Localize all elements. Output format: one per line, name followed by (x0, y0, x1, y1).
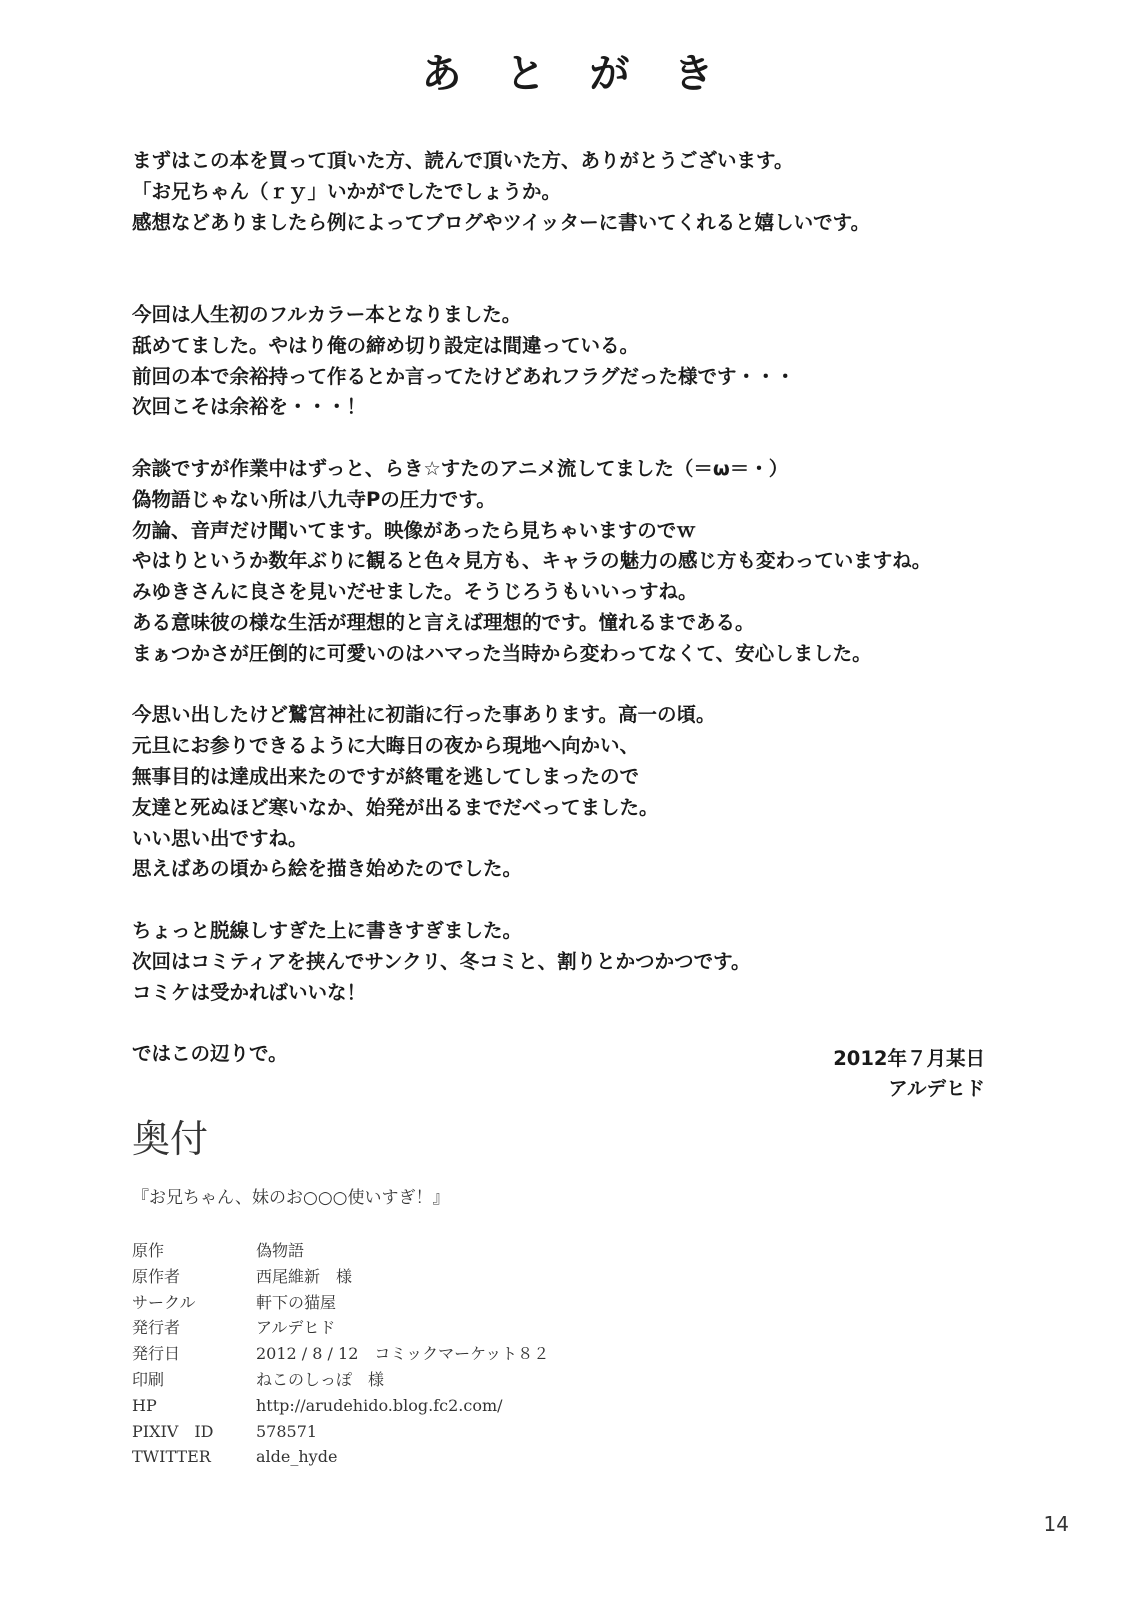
afterword-line: 次回こそは余裕を・・・！ (132, 395, 367, 419)
credit-key: 発行日 (132, 1344, 181, 1364)
afterword-line: 前回の本で余裕持って作るとか言ってたけどあれフラグだった様です・・・ (132, 364, 796, 388)
afterword-title: あとがき (421, 51, 758, 97)
afterword-line: いい思い出ですね。 (132, 826, 308, 850)
afterword-paragraph-4 (132, 700, 1012, 885)
afterword-line: みゆきさんに良さを見いだせました。そうじろうもいいっすね。 (132, 580, 698, 604)
credit-key: 発行者 (132, 1318, 181, 1338)
afterword-paragraph-3 (132, 454, 1012, 670)
afterword-line: 「お兄ちゃん（ｒｙ」いかがでしたでしょうか。 (132, 179, 562, 203)
credit-value: 578571 (256, 1421, 318, 1441)
afterword-line: やはりというか数年ぶりに観ると色々見方も、キャラの魅力の感じ方も変わっていますね。 (132, 549, 932, 573)
book-title: 『お兄ちゃん、妹のお○○○使いすぎ！』 (132, 1188, 450, 1208)
credit-key: 原作 (132, 1241, 165, 1260)
afterword-paragraph-1 (132, 146, 1012, 238)
credit-row-original-work (132, 1238, 549, 1264)
afterword-line: 今回は人生初のフルカラー本となりました。 (132, 302, 522, 326)
afterword-paragraph-5 (132, 916, 1012, 1008)
afterword-line: 無事目的は達成出来たのですが終電を逃してしまったので (132, 764, 640, 788)
credit-key: TWITTER (132, 1447, 211, 1467)
afterword-line: まずはこの本を買って頂いた方、読んで頂いた方、ありがとうございます。 (132, 149, 794, 172)
afterword-line: ではこの辺りで。 (132, 1042, 288, 1066)
afterword-line: 次回はコミティアを挟んでサンクリ、冬コミと、割りとかつかつです。 (132, 949, 751, 973)
credit-value: ねこのしっぽ 様 (256, 1369, 385, 1389)
credit-value: 偽物語 (256, 1241, 305, 1260)
afterword-line: 余談ですが作業中はずっと、らき☆すたのアニメ流してました（＝ω＝・） (132, 456, 789, 480)
credit-key: 印刷 (132, 1369, 165, 1389)
credit-key: PIXIV ID (132, 1421, 214, 1441)
credit-value: アルデヒド (256, 1318, 336, 1338)
page-number: 14 (1043, 1512, 1069, 1536)
credit-row-pixiv (132, 1419, 549, 1445)
credit-row-homepage (132, 1393, 549, 1419)
afterword-line: 感想などありましたら例によってブログやツイッターに書いてくれると嬉しいです。 (132, 210, 871, 234)
credit-value: http://arudehido.blog.fc2.com/ (256, 1395, 503, 1415)
afterword-line: ちょっと脱線しすぎた上に書きすぎました。 (132, 918, 523, 942)
afterword-line: 今思い出したけど鷲宮神社に初詣に行った事あります。高一の頃。 (132, 703, 716, 727)
afterword-line: 元旦にお参りできるように大晦日の夜から現地へ向かい、 (132, 734, 640, 758)
credit-row-original-author (132, 1264, 549, 1290)
credit-key: 原作者 (132, 1266, 181, 1286)
signature-name: アルデヒド (888, 1077, 985, 1100)
credit-row-twitter (132, 1444, 549, 1470)
afterword-line: 舐めてました。やはり俺の締め切り設定は間違っている。 (132, 333, 640, 357)
afterword-line: 偽物語じゃない所は八九寺Pの圧力です。 (132, 487, 496, 511)
credit-value: 西尾維新 様 (256, 1266, 353, 1286)
afterword-body (132, 146, 1012, 1070)
credit-value: 軒下の猫屋 (256, 1292, 337, 1312)
credit-row-circle (132, 1290, 549, 1316)
credit-row-publisher (132, 1315, 549, 1341)
signature-block (833, 1044, 985, 1104)
afterword-line: 友達と死ぬほど寒いなか、始発が出るまでだべってました。 (132, 795, 659, 819)
afterword-line: 勿論、音声だけ聞いてます。映像があったら見ちゃいますのでｗ (132, 518, 696, 542)
credit-value: 2012 / 8 / 12 コミックマーケット８２ (256, 1344, 550, 1364)
afterword-paragraph-2 (132, 300, 1012, 423)
signature-date: 2012年７月某日 (833, 1047, 985, 1070)
credit-key: サークル (132, 1292, 196, 1312)
afterword-line: まぁつかさが圧倒的に可愛いのはハマった当時から変わってなくて、安心しました。 (132, 641, 872, 665)
afterword-line: 思えばあの頃から絵を描き始めたのでした。 (132, 857, 523, 881)
credit-row-printer (132, 1367, 549, 1393)
afterword-line: ある意味彼の様な生活が理想的と言えば理想的です。憧れるまである。 (132, 610, 755, 634)
colophon-credits (132, 1238, 549, 1470)
afterword-line: コミケは受かればいいな！ (132, 980, 367, 1004)
colophon-heading: 奥付 (132, 1117, 209, 1161)
credit-key: HP (132, 1395, 157, 1415)
credit-row-publish-date (132, 1341, 549, 1367)
credit-value: alde_hyde (256, 1447, 338, 1467)
